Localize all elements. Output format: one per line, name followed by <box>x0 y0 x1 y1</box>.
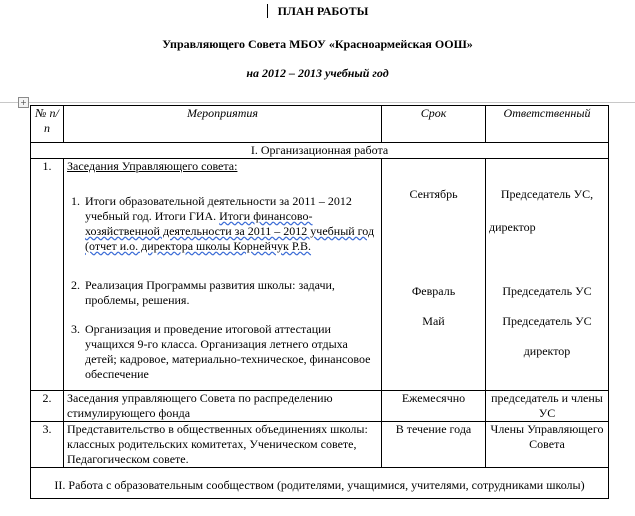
term-value: Сентябрь <box>409 187 458 201</box>
column-header-term: Срок <box>382 106 486 143</box>
term-value: Февраль <box>411 284 456 298</box>
term-cell: Ежемесячно <box>382 391 486 422</box>
responsible-value: Председатель УС, <box>500 187 594 201</box>
responsible-value: директор <box>489 220 536 234</box>
section-heading: I. Организационная работа <box>31 143 609 159</box>
responsible-cell <box>486 159 609 391</box>
responsible-value: директор <box>523 344 571 358</box>
table-move-handle-icon[interactable]: + <box>18 97 29 108</box>
row-number: 3. <box>31 422 64 468</box>
item-text-flagged: Итоги финансово-хозяйственной деятельности за 2011 – 2012 учебный год (отчет и.о. директора школы Корнейчук Р.В. <box>85 209 375 253</box>
item-text: Реализация Программы развития школы: задачи, проблемы, решения. <box>85 278 335 307</box>
item-text: Организация и проведение итоговой аттестации учащихся 9-го класса. Организация летнего отдыха детей; кадровое, материально-техническое, финансовое обеспечение <box>85 322 371 381</box>
term-value: Май <box>422 314 445 328</box>
list-item: 2. Реализация Программы развития школы: задачи, проблемы, решения. <box>71 278 378 308</box>
column-header-num: № п/п <box>31 106 64 143</box>
page-title: ПЛАН РАБОТЫ <box>0 4 635 19</box>
academic-year: на 2012 – 2013 учебный год <box>246 66 389 80</box>
term-cell <box>382 159 486 391</box>
responsible-value: Председатель УС <box>502 314 592 328</box>
table-row <box>31 159 609 391</box>
list-item: 3. Организация и проведение итоговой аттестации учащихся 9-го класса. Организация летнего отдыха детей; кадровое, материально-техническое, финансовое обеспечение <box>71 322 378 382</box>
activity-cell <box>64 159 382 391</box>
column-header-activity: Мероприятия <box>64 106 382 143</box>
column-header-responsible: Ответственный <box>486 106 609 143</box>
row-number: 1. <box>31 159 64 391</box>
activity-cell: Заседания управляющего Совета по распределению стимулирующего фонда <box>64 391 382 422</box>
activity-cell: Представительство в общественных объединениях школы: классных родительских комитетах, Ученическом совете, Педагогическом совете. <box>64 422 382 468</box>
term-cell: В течение года <box>382 422 486 468</box>
page-subtitle: Управляющего Совета МБОУ «Красноармейская ООШ» <box>162 37 473 51</box>
responsible-value: Председатель УС <box>502 284 592 298</box>
section-row <box>31 143 609 159</box>
row-number: 2. <box>31 391 64 422</box>
responsible-cell: председатель и члены УС <box>486 391 609 422</box>
table-header-row <box>31 106 609 143</box>
item-text: Итоги образовательной деятельности за 2011 – 2012 учебный год. Итоги ГИА. <box>85 194 352 223</box>
responsible-cell: Члены Управляющего Совета <box>486 422 609 468</box>
plan-table <box>30 105 609 499</box>
activity-title: Заседания Управляющего совета: <box>67 159 238 173</box>
table-row <box>31 422 609 468</box>
section-row <box>31 468 609 499</box>
list-item: 1. Итоги образовательной деятельности за 2011 – 2012 учебный год. Итоги ГИА. Итоги финансово-хозяйственной деятельности за 2011 – 2012 учебный год (отчет и.о. директора школы Корнейчук Р.В. <box>71 194 375 253</box>
table-row <box>31 391 609 422</box>
section-heading: II. Работа с образовательным сообществом (родителями, учащимися, учителями, сотрудниками школы) <box>31 468 609 499</box>
table-top-rule <box>0 102 635 103</box>
